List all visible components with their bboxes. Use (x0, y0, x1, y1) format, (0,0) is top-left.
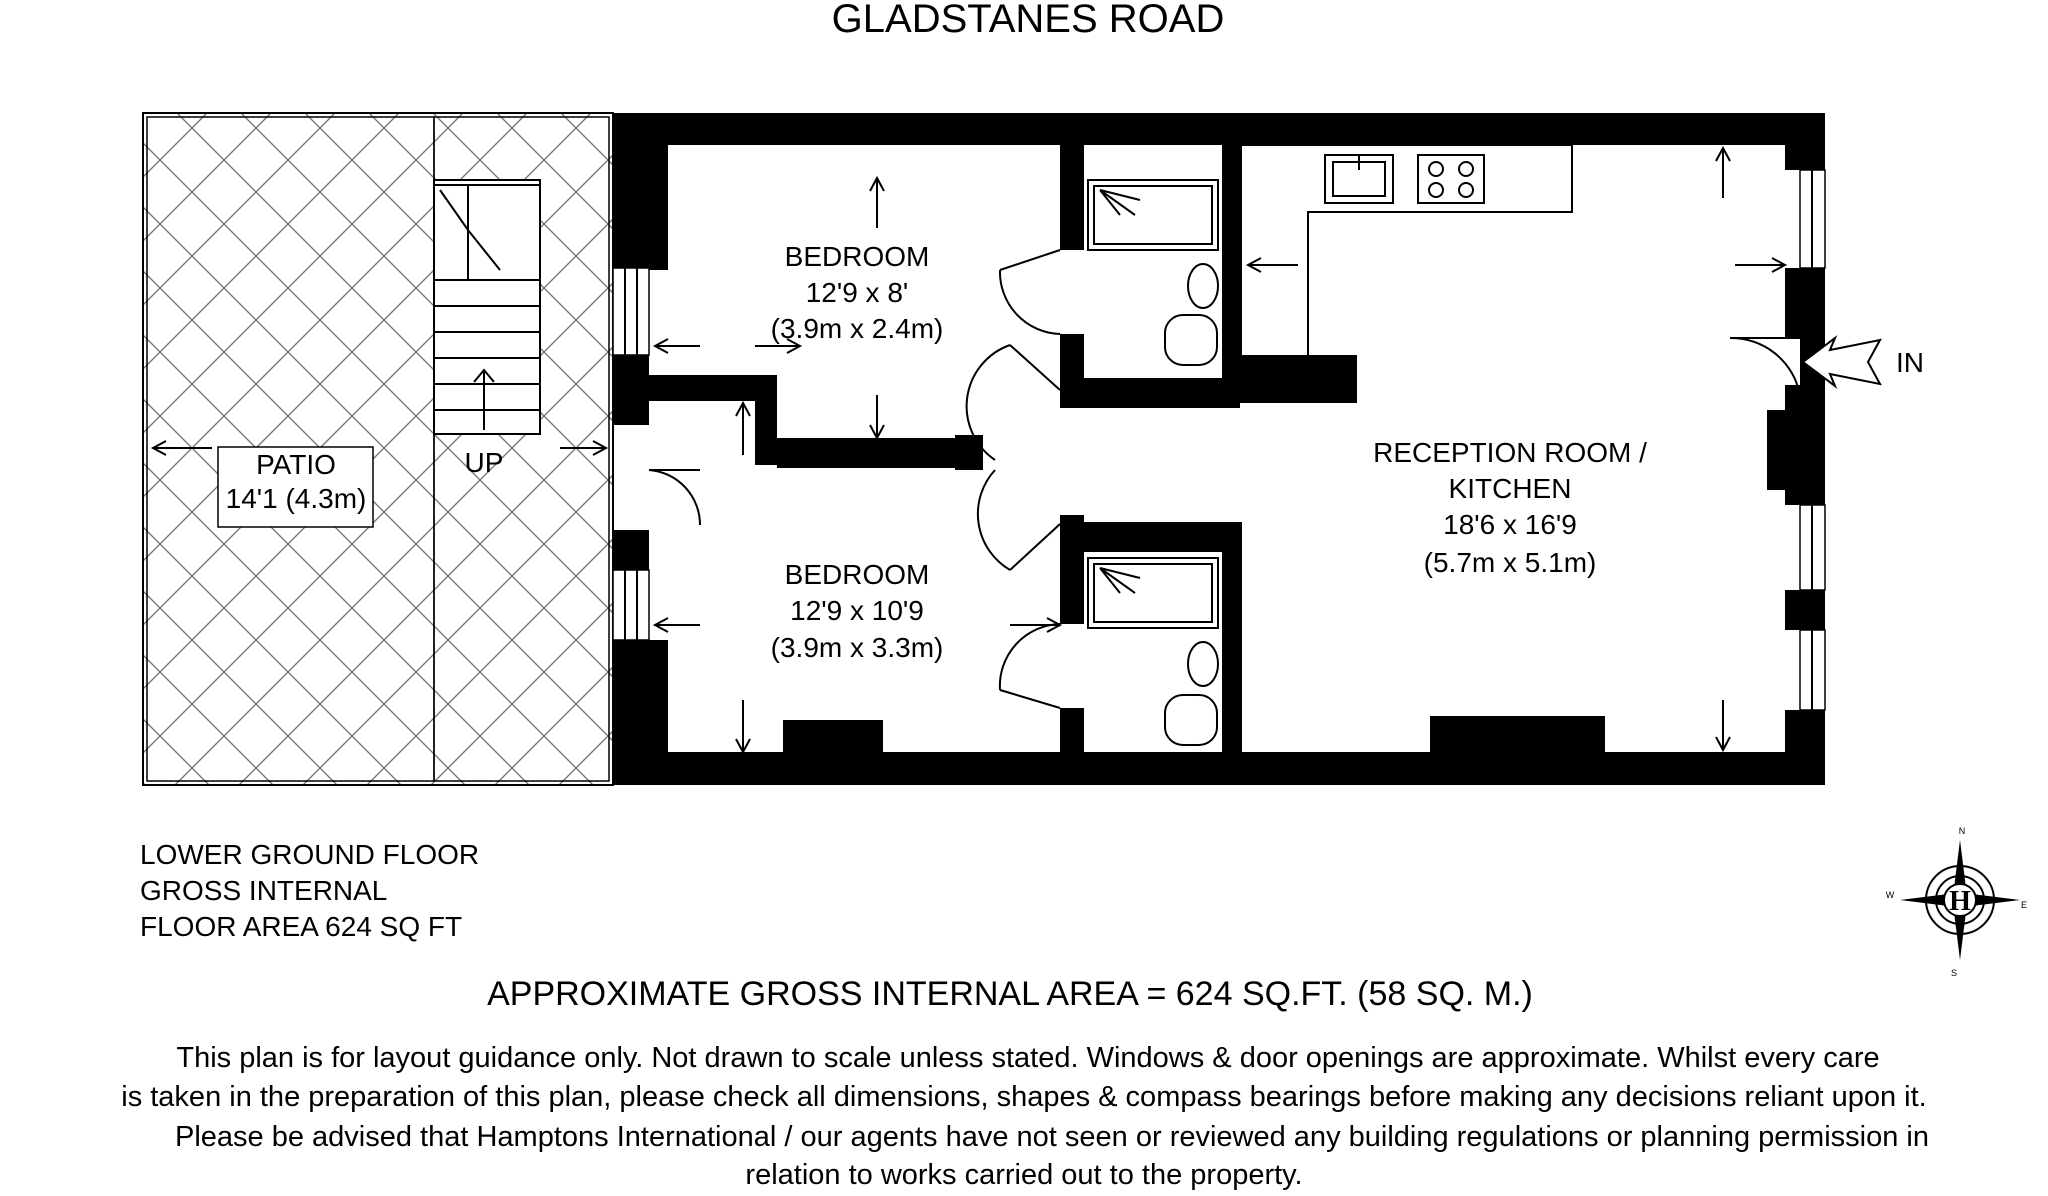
disclaimer-line4: relation to works carried out to the property. (745, 1159, 1303, 1191)
reception-name-line1: RECEPTION ROOM / (1373, 437, 1647, 468)
area-summary: APPROXIMATE GROSS INTERNAL AREA = 624 SQ.FT. (58 SQ. M.) (487, 975, 1533, 1013)
disclaimer-line2: is taken in the preparation of this plan, please check all dimensions, shapes & compass bearings before making any decisions reliant upon it. (121, 1081, 1927, 1113)
bedroom-1-label (771, 241, 944, 344)
bedroom-2-dims-metric: (3.9m x 3.3m) (770, 632, 944, 663)
bedroom-1-dims-imperial: 12'9 x 8' (805, 277, 909, 308)
compass-east: E (2020, 900, 2028, 910)
floor-info-line1: LOWER GROUND FLOOR (140, 839, 480, 870)
bedroom-1-name: BEDROOM (784, 241, 930, 272)
floor-info-line2: GROSS INTERNAL (140, 875, 388, 906)
patio-name: PATIO (256, 449, 336, 480)
patio-area (143, 113, 613, 785)
compass-north: N (1958, 826, 1966, 836)
reception-label (1373, 437, 1647, 578)
floor-info (140, 839, 479, 942)
compass-icon (1886, 826, 2027, 978)
staircase (434, 180, 540, 434)
reception-dims-imperial: 18'6 x 16'9 (1443, 509, 1577, 540)
compass-west: W (1885, 890, 1895, 900)
compass-south: S (1950, 968, 1958, 978)
bedroom-2-label (771, 559, 944, 663)
compass-logo: H (1949, 886, 1971, 917)
reception-dims-metric: (5.7m x 5.1m) (1423, 547, 1597, 578)
reception-name-line2: KITCHEN (1448, 473, 1572, 504)
bedroom-1-dims-metric: (3.9m x 2.4m) (770, 313, 944, 344)
patio-label (218, 447, 373, 527)
floor-info-line3: FLOOR AREA 624 SQ FT (140, 911, 463, 942)
stairs-up-label: UP (464, 447, 504, 478)
entrance-label: IN (1896, 347, 1924, 378)
kitchen-units (1242, 145, 1572, 355)
bathroom-fixtures (1088, 180, 1218, 745)
patio-dims: 14'1 (4.3m) (225, 483, 367, 514)
disclaimer (121, 1042, 1929, 1191)
bedroom-2-dims-imperial: 12'9 x 10'9 (790, 595, 924, 626)
bedroom-2-name: BEDROOM (784, 559, 930, 590)
disclaimer-line1: This plan is for layout guidance only. Not drawn to scale unless stated. Windows & door openings are approximate. Whilst every care (176, 1042, 1880, 1074)
disclaimer-line3: Please be advised that Hamptons International / our agents have not seen or reviewed any building regulations or planning permission in (175, 1121, 1929, 1153)
plan-title: GLADSTANES ROAD (831, 0, 1225, 41)
